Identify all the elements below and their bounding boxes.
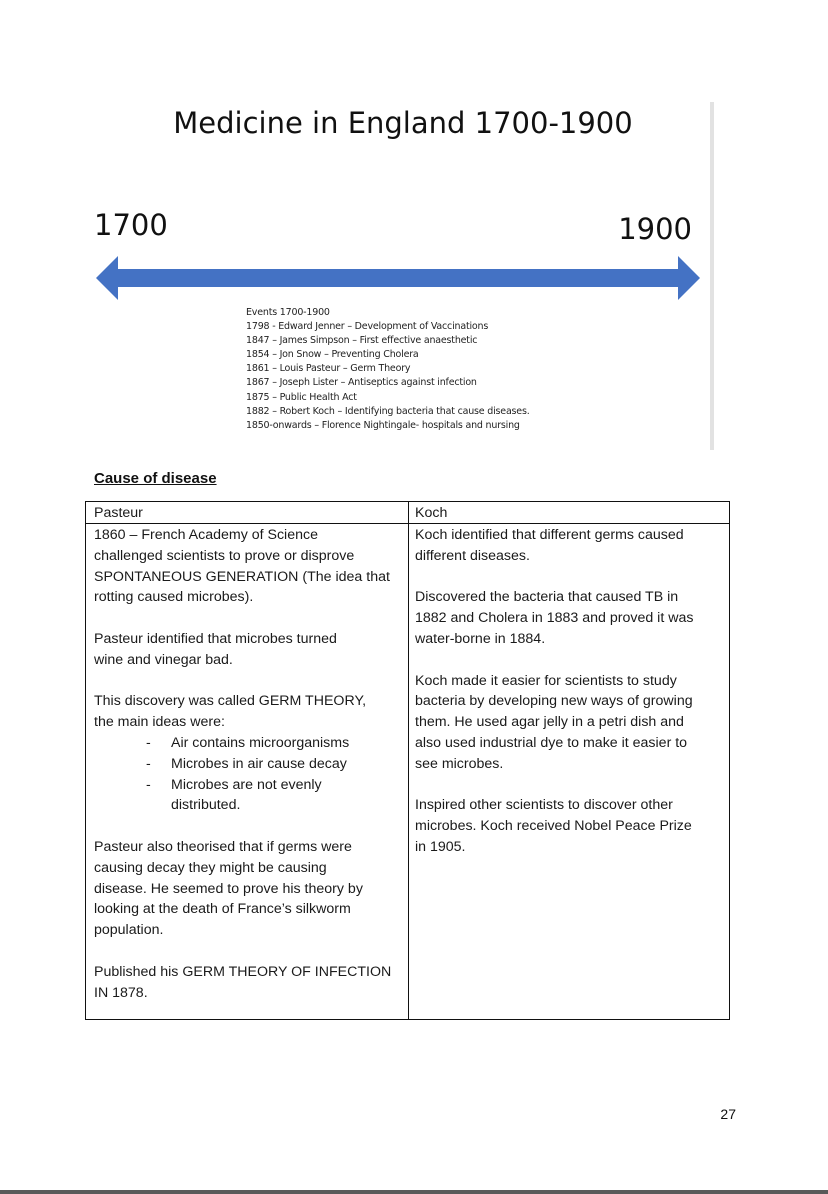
event-item: 1882 – Robert Koch – Identifying bacteria that cause diseases. — [246, 405, 530, 417]
koch-header: Koch — [415, 505, 448, 521]
text-line: see microbes. — [415, 755, 504, 772]
text-line: 1882 and Cholera in 1883 and proved it was — [415, 610, 694, 627]
text-line: Discovered the bacteria that caused TB in — [415, 589, 679, 606]
bullet-item: - Air contains microorganisms — [94, 733, 402, 754]
comparison-table — [85, 501, 730, 1020]
text-line: Pasteur identified that microbes turned — [94, 630, 337, 647]
text-line: Koch identified that different germs caused — [415, 527, 684, 543]
text-line: SPONTANEOUS GENERATION (The idea that — [94, 568, 390, 585]
text-line: challenged scientists to prove or disprove — [94, 547, 355, 564]
text-line: looking at the death of France’s silkworm — [94, 901, 351, 918]
text-line: disease. He seemed to prove his theory by — [94, 880, 363, 897]
header-divider — [86, 523, 729, 524]
timeline-arrow-shape — [96, 256, 700, 300]
event-item: 1861 – Louis Pasteur – Germ Theory — [246, 363, 411, 375]
bullet-item: - Microbes are not evenly — [94, 775, 402, 796]
text-line: water-borne in 1884. — [415, 630, 546, 647]
koch-column — [415, 525, 727, 858]
events-list — [246, 306, 530, 433]
event-item: 1867 – Joseph Lister – Antiseptics against infection — [246, 377, 477, 389]
text-line: rotting caused microbes). — [94, 589, 254, 606]
event-item: 1875 – Public Health Act — [246, 391, 357, 403]
page-bottom-edge — [0, 1190, 828, 1194]
text-line: them. He used agar jelly in a petri dish and — [415, 714, 684, 731]
text-line: causing decay they might be causing — [94, 859, 327, 876]
event-item: 1850-onwards – Florence Nightingale- hospitals and nursing — [246, 419, 520, 431]
text-line: different diseases. — [415, 547, 530, 564]
event-item: 1798 - Edward Jenner – Development of Vaccinations — [246, 321, 489, 333]
text-line: microbes. Koch received Nobel Peace Prize — [415, 818, 692, 835]
text-line: wine and vinegar bad. — [94, 651, 233, 668]
text-line: Inspired other scientists to discover other — [415, 797, 673, 814]
page-number: 27 — [720, 1106, 736, 1122]
event-item: 1847 – James Simpson – First effective anaesthetic — [246, 335, 478, 347]
bullet-item: - Microbes in air cause decay — [94, 754, 402, 775]
timeline-start-year: 1700 — [94, 208, 168, 242]
events-heading: Events 1700-1900 — [246, 307, 330, 318]
bullet-item-continuation: distributed. — [171, 797, 241, 814]
timeline-double-arrow — [96, 256, 700, 300]
text-line: Koch made it easier for scientists to study — [415, 672, 677, 689]
pasteur-header: Pasteur — [94, 505, 143, 521]
text-line: bacteria by developing new ways of growing — [415, 693, 693, 710]
text-line: also used industrial dye to make it easier to — [415, 734, 688, 751]
bullet-dash: - — [146, 755, 151, 772]
slide-title: Medicine in England 1700-1900 — [173, 106, 633, 140]
text-line: in 1905. — [415, 838, 466, 855]
text-line: the main ideas were: — [94, 714, 225, 731]
section-heading: Cause of disease — [94, 470, 217, 487]
timeline-slide — [96, 102, 714, 450]
event-item: 1854 – Jon Snow – Preventing Cholera — [246, 349, 419, 361]
timeline-end-year: 1900 — [618, 212, 692, 246]
text-line: Published his GERM THEORY OF INFECTION — [94, 963, 392, 980]
bullet-dash: - — [146, 776, 151, 793]
text-line: This discovery was called GERM THEORY, — [94, 693, 367, 710]
bullet-dash: - — [146, 734, 151, 751]
text-line: IN 1878. — [94, 984, 148, 1001]
text-line: Pasteur also theorised that if germs were — [94, 838, 352, 855]
column-divider — [408, 502, 409, 1019]
text-line: 1860 – French Academy of Science — [94, 527, 318, 543]
text-line: population. — [94, 922, 164, 939]
pasteur-column — [94, 525, 402, 1003]
